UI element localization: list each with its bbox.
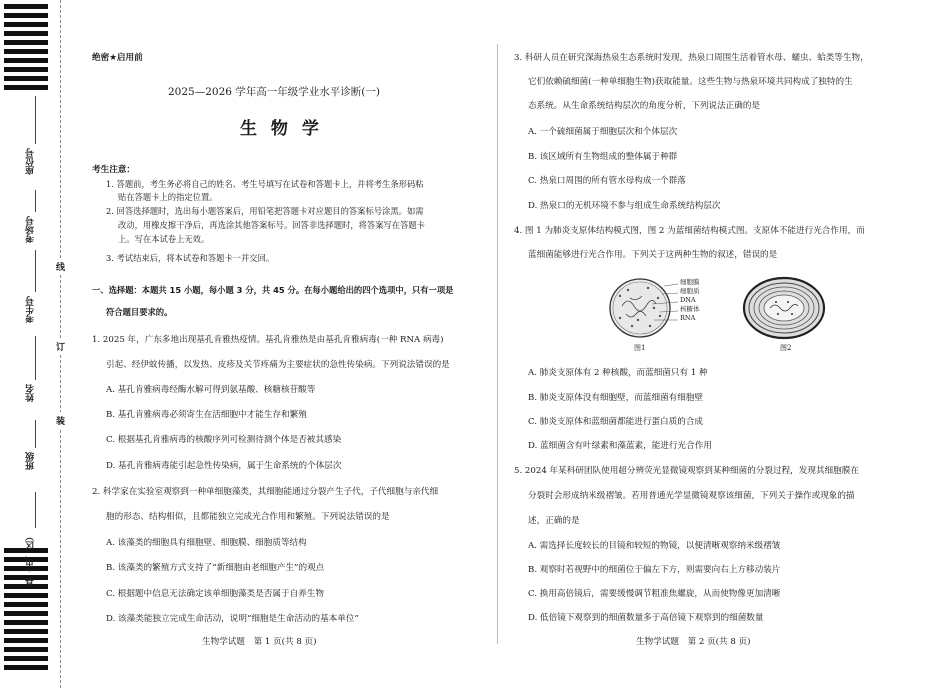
notice-line: 2. 回答选择题时，选出每小题答案后，用铅笔把答题卡对应题目的答案标号涂黑。如需: [106, 206, 424, 216]
bind-word-line: 线: [56, 258, 65, 275]
question-4-option-d[interactable]: D. 蓝细菌含有叶绿素和藻蓝素，能进行光合作用: [528, 441, 712, 451]
binding-strip: [0, 0, 78, 688]
section-header: 一、选择题：本题共 15 小题，每小题 3 分，共 45 分。在每小题给出的四个选项中，只有一项是: [92, 285, 454, 295]
county-line: [35, 492, 36, 528]
question-5-stem: 分裂时会形成纳米级褶皱。若用普通光学显微镜观察该细菌，下列关于操作或现象的描: [528, 491, 855, 501]
question-2-stem: 2. 科学家在实验室观察到一种单细胞藻类，其细胞能通过分裂产生子代，子代细胞与亲代细: [92, 487, 439, 497]
question-4-option-b[interactable]: B. 肺炎支原体没有细胞壁，而蓝细菌有细胞壁: [528, 393, 704, 403]
page-footer: 生物学试题 第 2 页(共 8 页): [636, 637, 751, 647]
seat-number-label: 座位号: [26, 148, 36, 175]
question-3-option-c[interactable]: C. 热泉口周围的所有管水母构成一个群落: [528, 176, 686, 186]
figure-2-cyanobacterium: [742, 276, 826, 340]
notice-line: 1. 答题前，考生务必将自己的姓名、考生号填写在试卷和答题卡上，并将考生条形码粘: [106, 179, 424, 189]
bind-word-staple: 订: [56, 338, 65, 355]
candidate-number-line: [35, 250, 36, 292]
question-4-option-a[interactable]: A. 肺炎支原体有 2 种核酸，而蓝细菌只有 1 种: [528, 368, 708, 378]
question-3-stem: 它们依赖硫细菌(一种单细胞生物)获取能量。这些生物与热泉环境共同构成了独特的生: [528, 77, 853, 87]
question-4-option-c[interactable]: C. 肺炎支原体和蓝细菌都能进行蛋白质的合成: [528, 417, 704, 427]
question-1-option-c[interactable]: C. 根据基孔肯雅病毒的核酸序列可检测待测个体是否被其感染: [106, 435, 342, 445]
candidate-number-label: 考生号: [26, 296, 36, 323]
question-2-option-d[interactable]: D. 该藻类能独立完成生命活动，说明“细胞是生命活动的基本单位”: [106, 614, 359, 624]
class-line: [35, 420, 36, 448]
figure-1-label-membrane: 细胞膜: [680, 278, 700, 286]
class-label: 班级: [26, 452, 36, 470]
notice-line: 贴在答题卡上的指定位置。: [118, 192, 218, 202]
figure-1-label-cytoplasm: 细胞质: [680, 287, 700, 295]
question-4-stem: 蓝细菌能够进行光合作用。下列关于这两种生物的叙述，错误的是: [528, 250, 778, 260]
question-3-option-a[interactable]: A. 一个硫细菌属于细胞层次和个体层次: [528, 127, 678, 137]
question-3-option-b[interactable]: B. 该区域所有生物组成的整体属于种群: [528, 152, 678, 162]
figure-2-caption: 图2: [780, 344, 792, 352]
question-5-option-b[interactable]: B. 观察时若视野中的细菌位于偏左下方，则需要向右上方移动装片: [528, 565, 781, 575]
question-2-option-c[interactable]: C. 根据题中信息无法确定该单细胞藻类是否属于自养生物: [106, 589, 324, 599]
exam-title: 2025—2026 学年高一年级学业水平诊断(一): [168, 86, 380, 98]
question-1-option-d[interactable]: D. 基孔肯雅病毒能引起急性传染病，属于生命系统的个体层次: [106, 461, 342, 471]
page-footer: 生物学试题 第 1 页(共 8 页): [202, 637, 317, 647]
figure-1-label-dna: DNA: [680, 296, 696, 304]
question-5-stem: 述，正确的是: [528, 516, 580, 526]
notice-line: 上。写在本试卷上无效。: [118, 234, 210, 244]
question-3-option-d[interactable]: D. 热泉口的无机环境不参与组成生命系统结构层次: [528, 201, 721, 211]
question-5-option-a[interactable]: A. 需选择长度较长的目镜和较短的物镜，以便清晰观察纳米级褶皱: [528, 541, 781, 551]
name-label: 姓名: [26, 384, 36, 402]
question-5-stem: 5. 2024 年某科研团队使用超分辨荧光显微镜观察到某种细菌的分裂过程，发现其细胞膜在: [514, 466, 859, 476]
figure-1-mycoplasma: [608, 276, 720, 342]
figure-1-label-rna: RNA: [680, 314, 696, 322]
section-header: 符合题目要求的。: [106, 307, 173, 317]
subject-title: 生 物 学: [240, 119, 323, 139]
question-3-stem: 3. 科研人员在研究深海热泉生态系统时发现，热泉口周围生活着管水母、蠕虫、蛤类等生物，: [514, 53, 869, 63]
question-5-option-d[interactable]: D. 低倍镜下观察到的细菌数量多于高倍镜下观察到的细菌数量: [528, 613, 764, 623]
seat-number-line: [35, 96, 36, 144]
question-2-stem: 胞的形态、结构相似，且都能独立完成光合作用和繁殖。下列说法错误的是: [106, 512, 390, 522]
exam-room-label: 考场号: [26, 216, 36, 243]
bind-word-bind: 装: [56, 412, 65, 429]
name-line: [35, 336, 36, 380]
question-2-option-a[interactable]: A. 该藻类的细胞具有细胞壁、细胞膜、细胞质等结构: [106, 538, 307, 548]
confidential-mark: 绝密★启用前: [92, 53, 143, 63]
barcode-pattern-top: [4, 4, 48, 94]
question-1-stem: 引起、经伊蚊传播，以发热、皮疹及关节疼痛为主要症状的急性传染病。下列说法错误的是: [106, 360, 450, 370]
notice-line: 改动，用橡皮擦干净后，再选涂其他答案标号。回答非选择题时，将答案写在答题卡: [118, 220, 425, 230]
question-1-stem: 1. 2025 年，广东多地出现基孔肯雅热疫情。基孔肯雅热是由基孔肯雅病毒(一种 RNA 病毒): [92, 335, 444, 345]
notice-line: 3. 考试结束后，将本试卷和答题卡一并交回。: [106, 253, 275, 263]
question-2-option-b[interactable]: B. 该藻类的繁殖方式支持了“新细胞由老细胞产生”的观点: [106, 563, 325, 573]
question-4-stem: 4. 图 1 为肺炎支原体结构模式图，图 2 为蓝细菌结构模式图。支原体不能进行光合作用，而: [514, 226, 865, 236]
county-label: 县（市、区）: [26, 532, 36, 586]
notice-header: 考生注意：: [92, 165, 135, 175]
figure-1-caption: 图1: [634, 344, 646, 352]
page-divider: [497, 44, 498, 644]
question-3-stem: 态系统。从生命系统结构层次的角度分析，下列说法正确的是: [528, 101, 761, 111]
figure-1-label-ribosome: 核糖体: [680, 305, 700, 313]
question-1-option-a[interactable]: A. 基孔肯雅病毒经酶水解可得到氨基酸、核糖核苷酸等: [106, 385, 316, 395]
question-5-option-c[interactable]: C. 换用高倍镜后，需要缓慢调节粗准焦螺旋，从而使物像更加清晰: [528, 589, 781, 599]
question-1-option-b[interactable]: B. 基孔肯雅病毒必须寄生在活细胞中才能生存和繁殖: [106, 410, 307, 420]
exam-room-line: [35, 190, 36, 212]
